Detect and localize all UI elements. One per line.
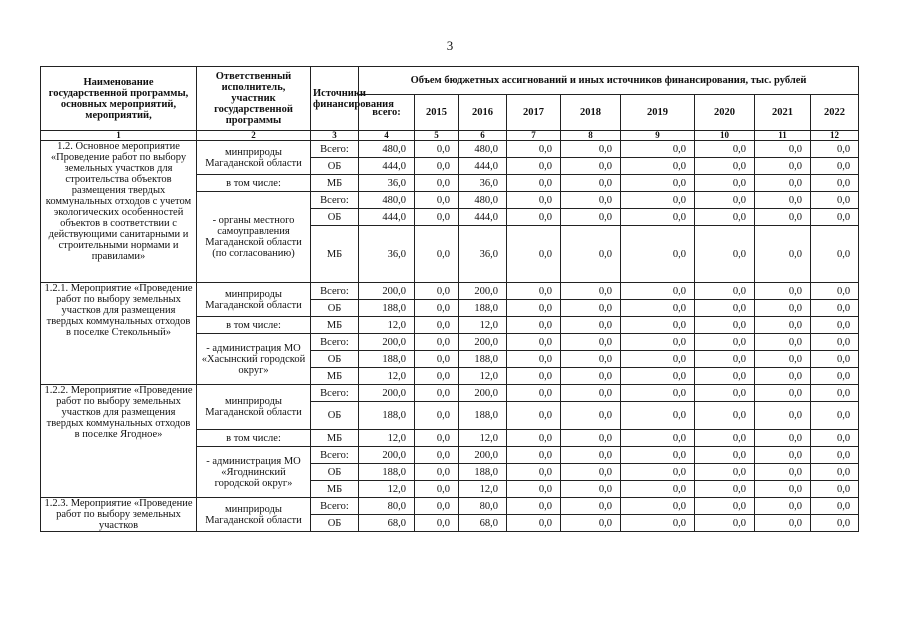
amount-year: 0,0 [621, 515, 695, 532]
amount-year: 80,0 [459, 498, 507, 515]
amount-year: 0,0 [755, 515, 811, 532]
funding-source: ОБ [311, 300, 359, 317]
amount-year: 188,0 [459, 402, 507, 430]
amount-year: 0,0 [621, 141, 695, 158]
amount-year: 0,0 [507, 317, 561, 334]
amount-year: 12,0 [459, 481, 507, 498]
amount-year: 0,0 [811, 481, 859, 498]
table-row [41, 283, 859, 300]
amount-year: 0,0 [561, 351, 621, 368]
amount-year: 0,0 [507, 351, 561, 368]
amount-year: 188,0 [459, 300, 507, 317]
amount-year: 0,0 [755, 464, 811, 481]
amount-year: 200,0 [459, 283, 507, 300]
amount-year: 0,0 [561, 300, 621, 317]
column-number: 7 [507, 131, 561, 141]
amount-year: 0,0 [755, 175, 811, 192]
column-number: 11 [755, 131, 811, 141]
amount-total: 200,0 [359, 334, 415, 351]
amount-year: 0,0 [811, 430, 859, 447]
funding-source: Всего: [311, 192, 359, 209]
column-number: 8 [561, 131, 621, 141]
amount-total: 68,0 [359, 515, 415, 532]
amount-year: 0,0 [561, 226, 621, 283]
amount-total: 12,0 [359, 430, 415, 447]
amount-year: 0,0 [811, 368, 859, 385]
funding-source: Всего: [311, 385, 359, 402]
amount-year: 0,0 [415, 175, 459, 192]
amount-total: 444,0 [359, 209, 415, 226]
amount-year: 36,0 [459, 226, 507, 283]
funding-source: Всего: [311, 447, 359, 464]
amount-year: 0,0 [695, 402, 755, 430]
amount-year: 200,0 [459, 385, 507, 402]
amount-year: 0,0 [507, 158, 561, 175]
amount-year: 0,0 [561, 515, 621, 532]
amount-year: 0,0 [811, 317, 859, 334]
amount-year: 0,0 [561, 283, 621, 300]
header-year: 2018 [561, 95, 621, 131]
amount-year: 0,0 [507, 498, 561, 515]
amount-year: 0,0 [811, 226, 859, 283]
amount-year: 0,0 [695, 175, 755, 192]
header-year: 2020 [695, 95, 755, 131]
amount-year: 0,0 [415, 402, 459, 430]
amount-year: 0,0 [415, 368, 459, 385]
funding-source: ОБ [311, 464, 359, 481]
amount-total: 36,0 [359, 175, 415, 192]
amount-year: 0,0 [755, 192, 811, 209]
column-number: 9 [621, 131, 695, 141]
amount-year: 0,0 [621, 368, 695, 385]
amount-year: 0,0 [621, 481, 695, 498]
column-number: 12 [811, 131, 859, 141]
amount-year: 0,0 [415, 385, 459, 402]
amount-year: 0,0 [561, 385, 621, 402]
funding-source: ОБ [311, 351, 359, 368]
amount-year: 188,0 [459, 351, 507, 368]
amount-total: 188,0 [359, 351, 415, 368]
amount-year: 0,0 [415, 226, 459, 283]
amount-year: 12,0 [459, 430, 507, 447]
amount-total: 12,0 [359, 481, 415, 498]
amount-year: 0,0 [415, 498, 459, 515]
amount-year: 0,0 [507, 141, 561, 158]
amount-year: 0,0 [811, 464, 859, 481]
amount-year: 0,0 [621, 351, 695, 368]
amount-year: 0,0 [755, 283, 811, 300]
amount-year: 0,0 [695, 464, 755, 481]
funding-source: ОБ [311, 158, 359, 175]
amount-year: 0,0 [507, 464, 561, 481]
amount-year: 0,0 [695, 351, 755, 368]
amount-year: 0,0 [415, 192, 459, 209]
amount-year: 0,0 [415, 141, 459, 158]
header-funding-group: Объем бюджетных ассигнований и иных источников финансирования, тыс. рублей [359, 67, 859, 95]
amount-year: 0,0 [695, 192, 755, 209]
column-number: 10 [695, 131, 755, 141]
amount-year: 0,0 [415, 300, 459, 317]
amount-year: 0,0 [621, 447, 695, 464]
amount-year: 12,0 [459, 368, 507, 385]
funding-source: МБ [311, 430, 359, 447]
amount-year: 0,0 [621, 209, 695, 226]
amount-year: 480,0 [459, 192, 507, 209]
funding-source: МБ [311, 226, 359, 283]
amount-year: 0,0 [415, 447, 459, 464]
amount-year: 0,0 [695, 334, 755, 351]
amount-year: 0,0 [621, 226, 695, 283]
amount-year: 0,0 [621, 402, 695, 430]
amount-year: 0,0 [695, 283, 755, 300]
column-number: 4 [359, 131, 415, 141]
column-number: 3 [311, 131, 359, 141]
activity-name: 1.2.3. Мероприятие «Проведение работ по выбору земельных участков [41, 498, 197, 532]
amount-total: 200,0 [359, 447, 415, 464]
header-year: 2017 [507, 95, 561, 131]
amount-year: 0,0 [507, 334, 561, 351]
amount-year: 0,0 [695, 226, 755, 283]
amount-year: 0,0 [621, 498, 695, 515]
activity-name: 1.2.2. Мероприятие «Проведение работ по выбору земельных участков для размещения твердых коммунальных отходов в поселке Ягодное» [41, 385, 197, 498]
amount-year: 0,0 [695, 368, 755, 385]
amount-year: 0,0 [561, 317, 621, 334]
amount-year: 444,0 [459, 209, 507, 226]
amount-year: 0,0 [621, 317, 695, 334]
amount-year: 480,0 [459, 141, 507, 158]
amount-year: 0,0 [811, 141, 859, 158]
table-row [41, 498, 859, 515]
funding-source: Всего: [311, 141, 359, 158]
amount-year: 0,0 [561, 402, 621, 430]
header-col-name: Наименование государственной программы, основных мероприятий, мероприятий, [41, 67, 197, 131]
amount-year: 0,0 [695, 498, 755, 515]
amount-total: 188,0 [359, 300, 415, 317]
funding-source: МБ [311, 317, 359, 334]
amount-year: 68,0 [459, 515, 507, 532]
amount-year: 0,0 [561, 192, 621, 209]
amount-year: 0,0 [811, 498, 859, 515]
amount-year: 0,0 [507, 430, 561, 447]
header-year: 2015 [415, 95, 459, 131]
amount-year: 0,0 [621, 175, 695, 192]
amount-year: 0,0 [695, 209, 755, 226]
amount-year: 0,0 [811, 158, 859, 175]
amount-year: 0,0 [755, 430, 811, 447]
amount-total: 200,0 [359, 283, 415, 300]
column-number: 6 [459, 131, 507, 141]
amount-year: 0,0 [621, 464, 695, 481]
column-number: 5 [415, 131, 459, 141]
amount-year: 0,0 [755, 368, 811, 385]
amount-year: 0,0 [695, 158, 755, 175]
amount-year: 0,0 [507, 175, 561, 192]
funding-source: МБ [311, 368, 359, 385]
amount-year: 0,0 [561, 368, 621, 385]
table-row [41, 141, 859, 158]
amount-year: 0,0 [415, 317, 459, 334]
executor-name: - администрация МО «Хасынский городской округ» [197, 334, 311, 385]
funding-source: МБ [311, 175, 359, 192]
amount-year: 0,0 [755, 158, 811, 175]
funding-source: Всего: [311, 334, 359, 351]
amount-year: 0,0 [755, 402, 811, 430]
amount-year: 200,0 [459, 334, 507, 351]
amount-year: 0,0 [507, 481, 561, 498]
amount-year: 0,0 [415, 209, 459, 226]
amount-year: 0,0 [507, 402, 561, 430]
amount-year: 0,0 [415, 283, 459, 300]
amount-year: 0,0 [695, 317, 755, 334]
amount-year: 0,0 [755, 226, 811, 283]
amount-year: 0,0 [561, 141, 621, 158]
amount-year: 0,0 [415, 464, 459, 481]
amount-year: 0,0 [695, 447, 755, 464]
amount-year: 0,0 [755, 300, 811, 317]
amount-year: 0,0 [621, 300, 695, 317]
amount-year: 0,0 [811, 515, 859, 532]
amount-year: 0,0 [695, 141, 755, 158]
amount-year: 0,0 [507, 209, 561, 226]
amount-year: 0,0 [695, 481, 755, 498]
amount-year: 0,0 [695, 515, 755, 532]
executor-name: - органы местного самоуправления Магаданской области (по согласованию) [197, 192, 311, 283]
amount-total: 188,0 [359, 464, 415, 481]
amount-total: 444,0 [359, 158, 415, 175]
amount-total: 188,0 [359, 402, 415, 430]
executor-name: - администрация МО «Ягоднинский городской округ» [197, 447, 311, 498]
amount-year: 0,0 [507, 300, 561, 317]
header-year: 2019 [621, 95, 695, 131]
amount-year: 0,0 [755, 317, 811, 334]
amount-year: 0,0 [561, 334, 621, 351]
amount-year: 0,0 [621, 430, 695, 447]
amount-total: 12,0 [359, 368, 415, 385]
funding-source: Всего: [311, 498, 359, 515]
amount-year: 0,0 [561, 464, 621, 481]
amount-year: 0,0 [755, 334, 811, 351]
amount-year: 0,0 [695, 300, 755, 317]
amount-year: 0,0 [811, 192, 859, 209]
amount-total: 200,0 [359, 385, 415, 402]
executor-name: минприроды Магаданской области [197, 385, 311, 430]
budget-table [40, 66, 859, 532]
amount-year: 0,0 [755, 481, 811, 498]
amount-total: 12,0 [359, 317, 415, 334]
amount-year: 0,0 [811, 385, 859, 402]
activity-name: 1.2. Основное мероприятие «Проведение работ по выбору земельных участков для строительства объектов размещения твердых коммунальных отходов с учетом экологических особенностей объектов в соответствии с действующими санитарными и строительными нормами и правилами» [41, 141, 197, 283]
amount-year: 0,0 [507, 226, 561, 283]
funding-source: ОБ [311, 209, 359, 226]
funding-source: Всего: [311, 283, 359, 300]
amount-year: 0,0 [415, 158, 459, 175]
executor-name: минприроды Магаданской области [197, 498, 311, 532]
amount-year: 444,0 [459, 158, 507, 175]
amount-year: 12,0 [459, 317, 507, 334]
amount-year: 0,0 [507, 283, 561, 300]
amount-year: 200,0 [459, 447, 507, 464]
activity-name: 1.2.1. Мероприятие «Проведение работ по выбору земельных участков для размещения твердых коммунальных отходов в поселке Стекольный» [41, 283, 197, 385]
amount-year: 0,0 [755, 498, 811, 515]
amount-year: 0,0 [507, 368, 561, 385]
amount-year: 0,0 [811, 300, 859, 317]
executor-subnote: в том числе: [197, 430, 311, 447]
amount-year: 0,0 [621, 283, 695, 300]
executor-subnote: в том числе: [197, 175, 311, 192]
amount-year: 0,0 [415, 481, 459, 498]
executor-name: минприроды Магаданской области [197, 283, 311, 317]
amount-year: 0,0 [621, 334, 695, 351]
header-year: 2021 [755, 95, 811, 131]
executor-name: минприроды Магаданской области [197, 141, 311, 175]
amount-year: 0,0 [561, 209, 621, 226]
amount-year: 0,0 [755, 447, 811, 464]
amount-total: 80,0 [359, 498, 415, 515]
header-col-source: Источники финансирования [311, 67, 359, 131]
amount-year: 0,0 [811, 402, 859, 430]
amount-year: 0,0 [621, 385, 695, 402]
amount-year: 0,0 [415, 515, 459, 532]
amount-year: 0,0 [561, 481, 621, 498]
amount-year: 0,0 [415, 334, 459, 351]
column-number: 1 [41, 131, 197, 141]
funding-source: ОБ [311, 515, 359, 532]
amount-year: 0,0 [811, 283, 859, 300]
amount-year: 188,0 [459, 464, 507, 481]
amount-year: 0,0 [621, 192, 695, 209]
amount-year: 0,0 [811, 175, 859, 192]
header-year: 2016 [459, 95, 507, 131]
amount-year: 36,0 [459, 175, 507, 192]
amount-year: 0,0 [811, 334, 859, 351]
amount-year: 0,0 [561, 498, 621, 515]
funding-source: МБ [311, 481, 359, 498]
amount-year: 0,0 [755, 141, 811, 158]
amount-total: 36,0 [359, 226, 415, 283]
amount-year: 0,0 [695, 385, 755, 402]
header-col-executor: Ответственный исполнитель, участник государственной программы [197, 67, 311, 131]
amount-year: 0,0 [415, 351, 459, 368]
amount-year: 0,0 [695, 430, 755, 447]
amount-year: 0,0 [507, 515, 561, 532]
amount-total: 480,0 [359, 192, 415, 209]
amount-year: 0,0 [415, 430, 459, 447]
amount-year: 0,0 [561, 430, 621, 447]
amount-year: 0,0 [507, 192, 561, 209]
amount-year: 0,0 [811, 351, 859, 368]
amount-year: 0,0 [561, 158, 621, 175]
amount-total: 480,0 [359, 141, 415, 158]
amount-year: 0,0 [755, 385, 811, 402]
column-number: 2 [197, 131, 311, 141]
amount-year: 0,0 [561, 447, 621, 464]
executor-subnote: в том числе: [197, 317, 311, 334]
header-total: всего: [359, 95, 415, 131]
amount-year: 0,0 [755, 351, 811, 368]
header-year: 2022 [811, 95, 859, 131]
amount-year: 0,0 [811, 447, 859, 464]
amount-year: 0,0 [755, 209, 811, 226]
amount-year: 0,0 [811, 209, 859, 226]
amount-year: 0,0 [561, 175, 621, 192]
funding-source: ОБ [311, 402, 359, 430]
amount-year: 0,0 [507, 385, 561, 402]
page-number: 3 [446, 38, 454, 53]
table-row [41, 385, 859, 402]
amount-year: 0,0 [507, 447, 561, 464]
amount-year: 0,0 [621, 158, 695, 175]
